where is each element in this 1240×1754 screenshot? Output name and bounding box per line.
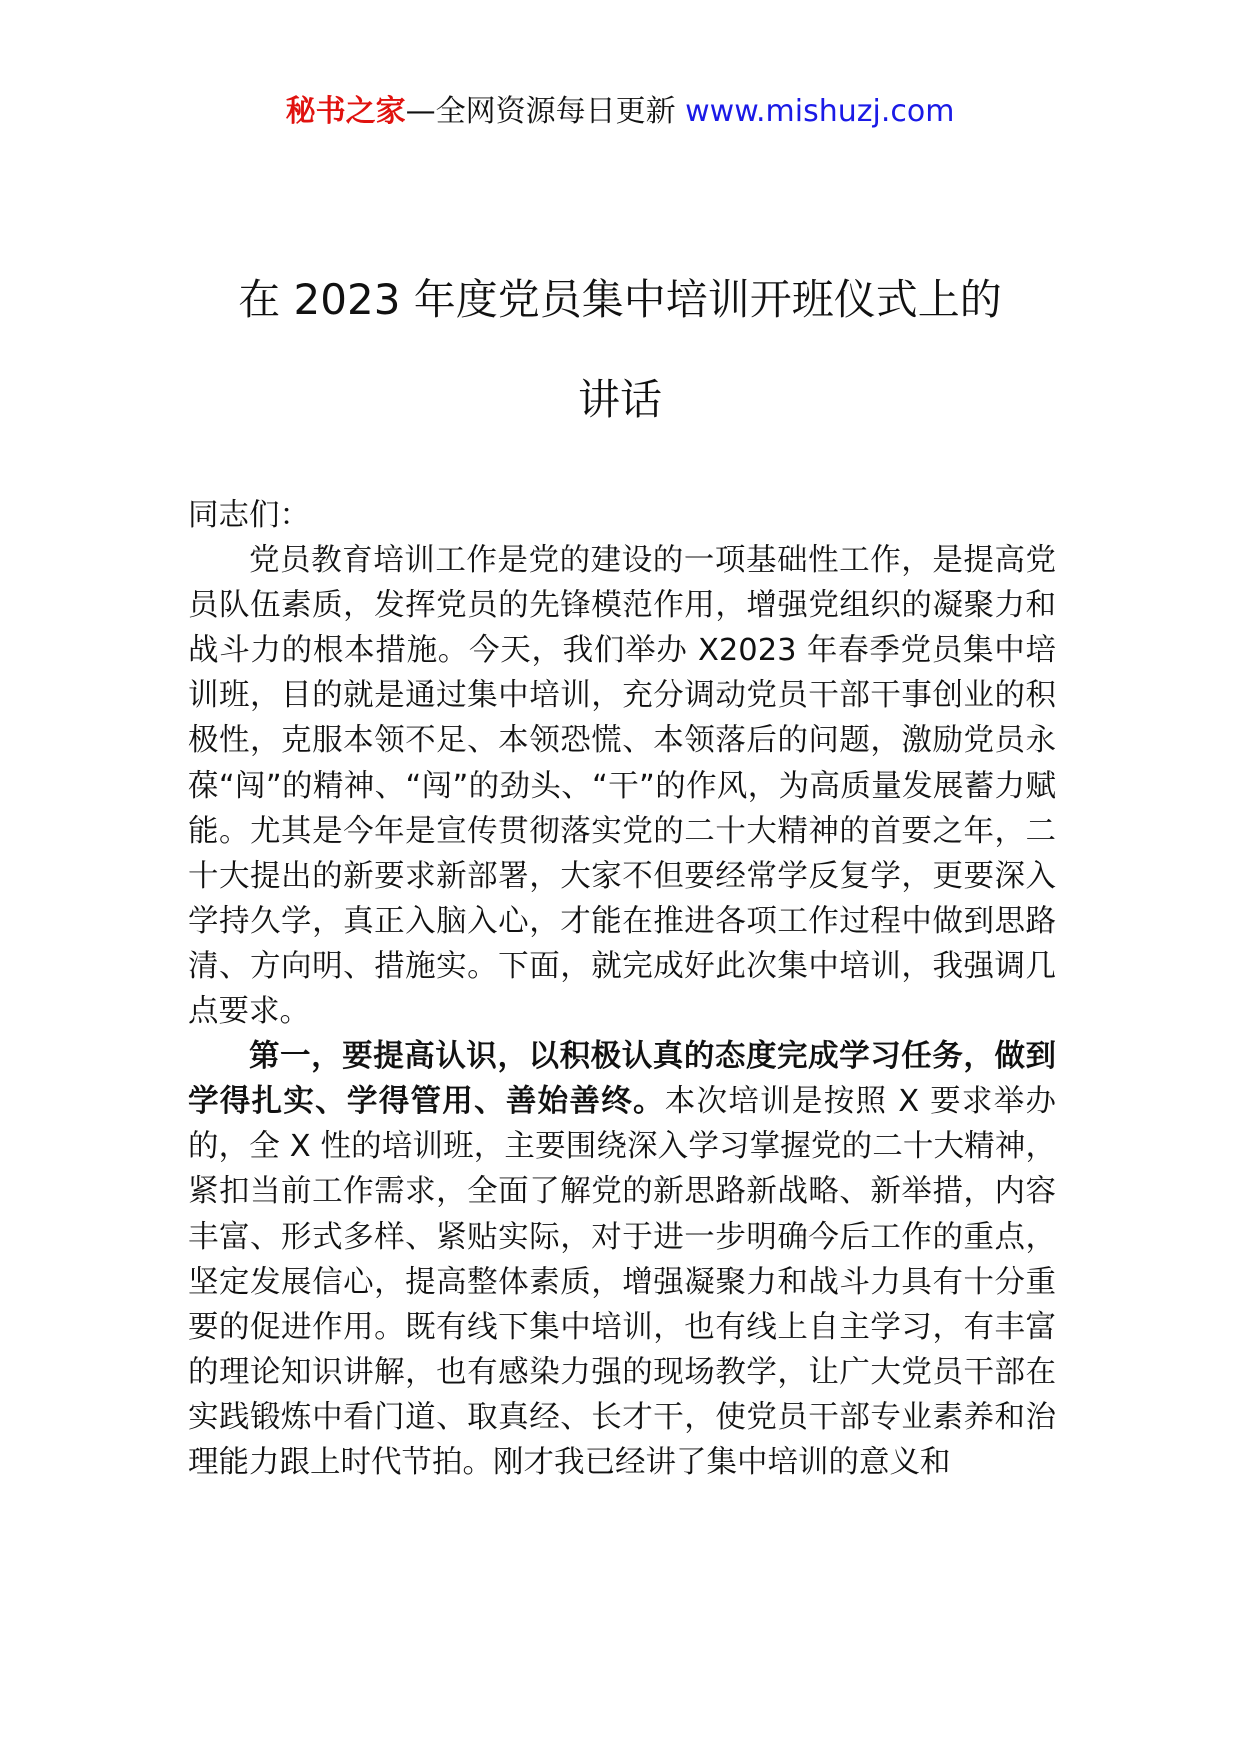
salutation: 同志们：	[188, 498, 310, 533]
brand-name: 秘书之家	[285, 94, 406, 129]
title-line-2: 讲话	[577, 375, 662, 424]
document-body	[188, 493, 1056, 1485]
title-line-1: 在 2023 年度党员集中培训开班仪式上的	[238, 275, 1002, 324]
paragraph-2-body: 本次培训是按照 X 要求举办的，全 X 性的培训班，主要围绕深入学习掌握党的二十大精神，紧扣当前工作需求，全面了解党的新思路新战略、新举措，内容丰富、形式多样、紧贴实际，对于进一步明确今后工作的重点，坚定发展信心，提高整体素质，增强凝聚力和战斗力具有十分重要的促进作用。既有线下集中培训，也有线上自主学习，有丰富的理论知识讲解，也有感染力强的现场教学，让广大党员干部在实践锻炼中看门道、取真经、长才干，使党员干部专业素养和治理能力跟上时代节拍。刚才我已经讲了集中培训的意义和	[188, 1084, 1056, 1480]
site-header	[0, 92, 1240, 132]
paragraph-1: 党员教育培训工作是党的建设的一项基础性工作，是提高党员队伍素质，发挥党员的先锋模范作用，增强党组织的凝聚力和战斗力的根本措施。今天，我们举办 X2023 年春季党员集中培训班，目的就是通过集中培训，充分调动党员干部干事创业的积极性，克服本领不足、本领恐慌、本领落后的问题，激励党员永葆“闯”的精神、“闯”的劲头、“干”的作风，为高质量发展蓄力赋能。尤其是今年是宣传贯彻落实党的二十大精神的首要之年，二十大提出的新要求新部署，大家不但要经常学反复学，更要深入学持久学，真正入脑入心，才能在推进各项工作过程中做到思路清、方向明、措施实。下面，就完成好此次集中培训，我强调几点要求。	[188, 543, 1056, 1030]
paragraph-2-heading: 第一，要提高认识，以积极认真的态度完成学习任务，做到学得扎实、学得管用、善始善终。	[188, 1039, 1056, 1120]
document-title	[0, 250, 1240, 450]
paragraph-2	[188, 1034, 1056, 1485]
header-slogan: —全网资源每日更新	[405, 94, 686, 129]
site-url-link[interactable]: www.mishuzj.com	[685, 94, 955, 129]
